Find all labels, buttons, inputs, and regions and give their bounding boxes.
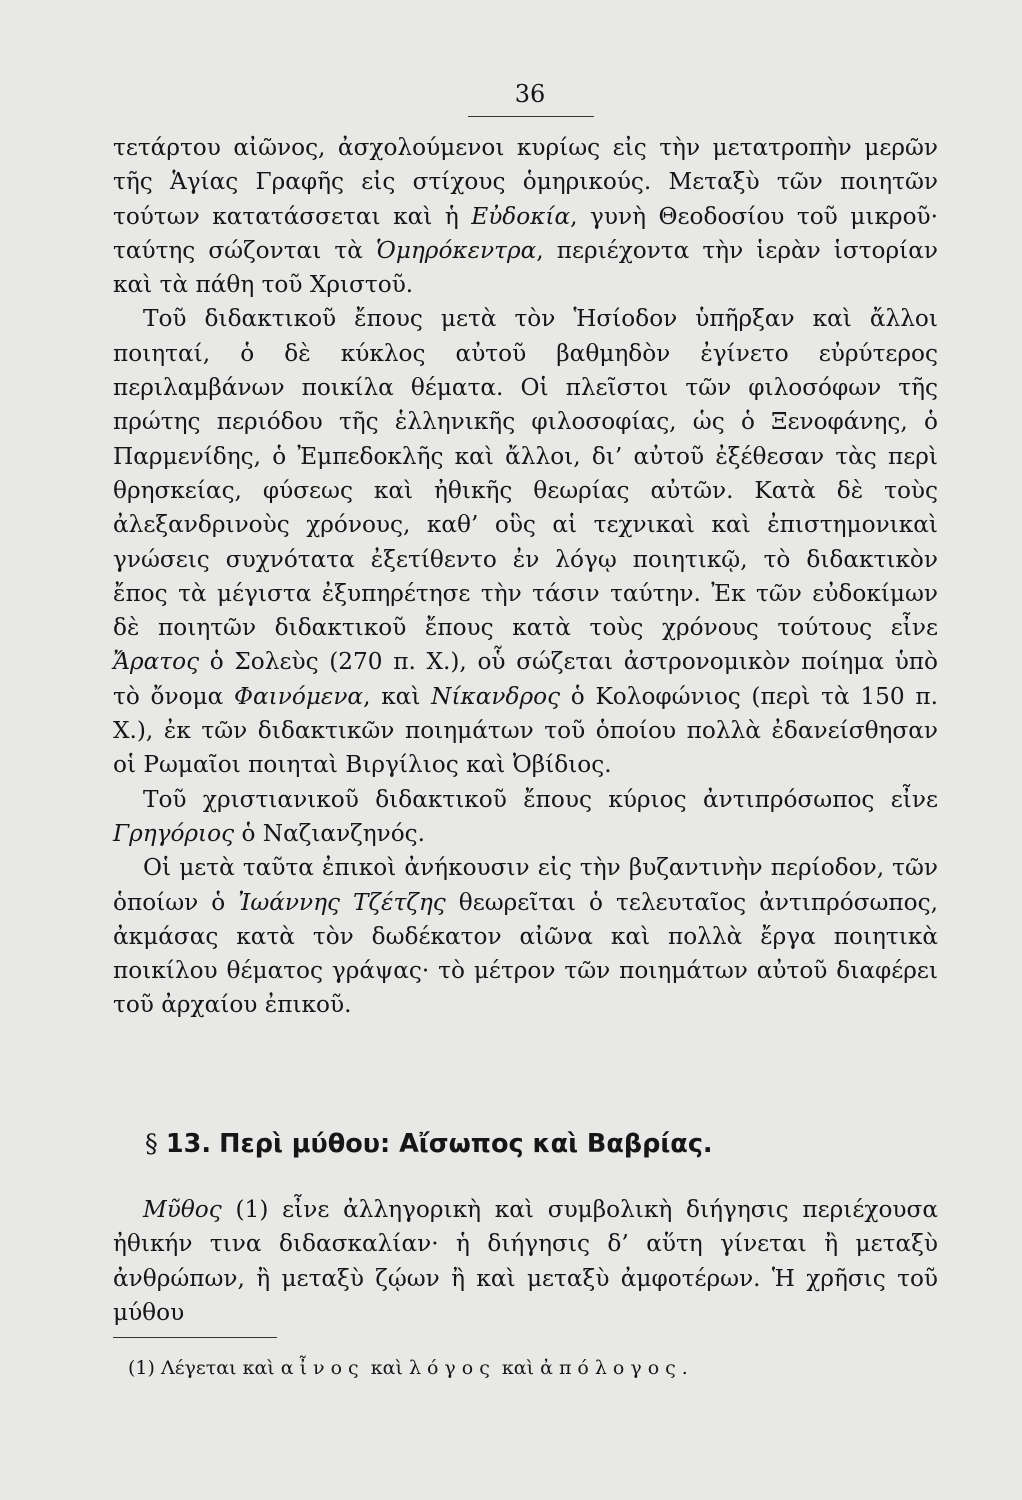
footnote [128, 1355, 928, 1381]
italic-term: Εὐδοκία [471, 202, 571, 230]
paragraph-4: Οἱ μετὰ ταῦτα ἐπικοὶ ἀνήκουσιν εἰς τὴν βυζαντινὴν περίοδον, τῶν ὁποίων ὁ Ἰωάννης Τζέτζης θεωρεῖται ὁ τελευταῖος ἀντιπρόσωπος, ἀκμάσας κατὰ τὸν δωδέκατον αἰῶνα καὶ πολλὰ ἔργα ποιητικὰ ποικίλου θέματος γράψας· τὸ μέτρον τῶν ποιημάτων αὐτοῦ διαφέρει τοῦ ἀρχαίου ἐπικοῦ. [113, 854, 938, 1019]
footnote-term: αἶνος [280, 1357, 365, 1379]
paragraph-3: Τοῦ χριστιανικοῦ διδακτικοῦ ἔπους κύριος ἀντιπρόσωπος εἶνε Γρηγόριος ὁ Ναζιανζηνός. [113, 785, 938, 847]
page-number-rule [468, 116, 594, 117]
footnote-term: λόγος [408, 1357, 496, 1379]
body-text [113, 131, 938, 1023]
section-heading [145, 1127, 945, 1161]
section-body [113, 1193, 938, 1330]
paragraph-1: τετάρτου αἰῶνος, ἀσχολούμενοι κυρίως εἰς τὴν μετατροπὴν μερῶν τῆς Ἁγίας Γραφῆς εἰς στίχους ὁμηρικούς. Μεταξὺ τῶν ποιητῶν τούτων κατατάσσεται καὶ ἡ Εὐδοκία, γυνὴ Θεοδοσίου τοῦ μικροῦ· ταύτης σώζονται τὰ Ὁμηρόκεντρα, περιέχοντα τὴν ἱερὰν ἱστορίαν καὶ τὰ πάθη τοῦ Χριστοῦ. [113, 134, 938, 299]
section-title: Περὶ μύθου: Αἴσωπος καὶ Βαβρίας. [219, 1129, 713, 1159]
italic-term: Ὁμηρόκεντρα [375, 236, 537, 264]
footnote-conjunction: καὶ [370, 1357, 403, 1379]
italic-term: Ἄρατος [113, 648, 200, 676]
page-number: 36 [514, 80, 546, 108]
footnote-term: ἀπόλογος. [540, 1357, 694, 1379]
footnote-rule [113, 1337, 277, 1338]
paragraph-5: Μῦθος (1) εἶνε ἀλληγορικὴ καὶ συμβολικὴ διήγησις περιέχουσα ἠθικήν τινα διδασκαλίαν· ἡ διήγησις δ’ αὕτη γίνεται ἢ μεταξὺ ἀνθρώπων, ἢ μεταξὺ ζῴων ἢ καὶ μεταξὺ ἀμφοτέρων. Ἡ χρῆσις τοῦ μύθου [113, 1196, 938, 1326]
section-number: 13. [165, 1129, 212, 1159]
italic-term: Ἰωάννης Τζέτζης [238, 888, 446, 916]
footnote-marker: (1) [128, 1357, 155, 1379]
italic-term: Μῦθος [143, 1196, 222, 1223]
footnote-conjunction: καὶ [501, 1357, 535, 1379]
italic-term: Γρηγόριος [113, 819, 235, 847]
section-sign: § [145, 1129, 158, 1159]
footnote-lead: Λέγεται καὶ [160, 1357, 275, 1379]
italic-term: Νίκανδρος [431, 682, 561, 710]
paragraph-2: Τοῦ διδακτικοῦ ἔπους μετὰ τὸν Ἡσίοδον ὑπῆρξαν καὶ ἄλλοι ποιηταί, ὁ δὲ κύκλος αὐτοῦ βαθμηδὸν ἐγίνετο εὐρύτερος περιλαμβάνων ποικίλα θέματα. Οἱ πλεῖστοι τῶν φιλοσόφων τῆς πρώτης περιόδου τῆς ἑλληνικῆς φιλοσοφίας, ὡς ὁ Ξενοφάνης, ὁ Παρμενίδης, ὁ Ἐμπεδοκλῆς καὶ ἄλλοι, δι’ αὐτοῦ ἐξέθεσαν τὰς περὶ θρησκείας, φύσεως καὶ ἠθικῆς θεωρίας αὐτῶν. Κατὰ δὲ τοὺς ἀλεξανδρινοὺς χρόνους, καθ’ οὓς αἱ τεχνικαὶ καὶ ἐπιστημονικαὶ γνώσεις συχνότατα ἐξετίθεντο ἐν λόγῳ ποιητικῷ, τὸ διδακτικὸν ἔπος τὰ μέγιστα ἐξυπηρέτησε τὴν τάσιν ταύτην. Ἐκ τῶν εὐδοκίμων δὲ ποιητῶν διδακτικοῦ ἔπους κατὰ τοὺς χρόνους τούτους εἶνε Ἄρατος ὁ Σολεὺς (270 π. Χ.), οὗ σώζεται ἀστρονομικὸν ποίημα ὑπὸ τὸ ὄνομα Φαινόμενα, καὶ Νίκανδρος ὁ Κολοφώνιος (περὶ τὰ 150 π. Χ.), ἐκ τῶν διδακτικῶν ποιημάτων τοῦ ὁποίου πολλὰ ἐδανείσθησαν οἱ Ρωμαῖοι ποιηταὶ Βιργίλιος καὶ Ὀβίδιος. [113, 305, 938, 779]
italic-term: Φαινόμενα [234, 682, 364, 710]
